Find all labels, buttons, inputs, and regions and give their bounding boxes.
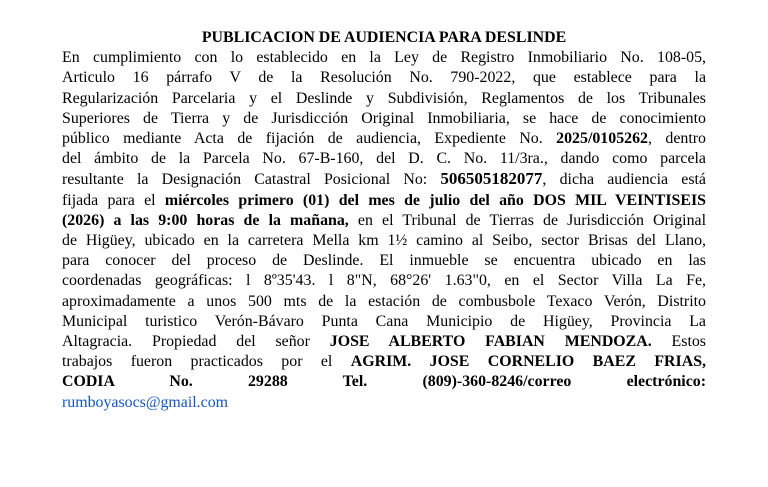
text: Altagracia. Propiedad del señor [62, 333, 310, 351]
body-line [62, 191, 706, 211]
body-line: coordenadas geográficas: l 8º35'43. l 8"N, 68°26' 1.63"0, en el Sector Villa La Fe, [62, 272, 706, 290]
body-line: del ámbito de la Parcela No. 67-B-160, del D. C. No. 11/3ra., dando como parcela [62, 150, 706, 168]
contact-line: CODIA No. 29288 Tel. (809)-360-8246/correo electrónico: [62, 373, 706, 391]
text: Estos [671, 333, 706, 351]
body-line: Articulo 16 párrafo V de la Resolución No. 790-2022, que establece para la [62, 69, 706, 87]
designacion-catastral: 506505182077 [440, 169, 543, 189]
body-line: de Higüey, ubicado en la carretera Mella km 1½ camino al Seibo, sector Brisas del Llano, [62, 232, 706, 250]
body-line [62, 352, 706, 372]
body-line: Superiores de Tierra y de Jurisdicción Original Inmobiliaria, se hace de conocimiento [62, 109, 706, 127]
text: público mediante Acta de fijación de audiencia, Expediente No. [62, 130, 543, 148]
text: , dentro [647, 130, 706, 148]
text: , dicha audiencia está [542, 171, 706, 189]
body-line [62, 332, 706, 352]
propietario-name: JOSE ALBERTO FABIAN MENDOZA. [329, 333, 652, 351]
document [62, 28, 706, 413]
document-title: PUBLICACION DE AUDIENCIA PARA DESLINDE [201, 29, 567, 46]
body-line: aproximadamente a unos 500 mts de la estación de combusbole Texaco Verón, Distrito [62, 292, 706, 310]
body-line [62, 129, 706, 149]
hora-audiencia: (2026) a las 9:00 horas de la mañana, [62, 211, 349, 229]
body-line: para conocer del proceso de Deslinde. El inmueble se encuentra ubicado en las [62, 252, 706, 270]
expediente-number: 2025/0105262 [556, 130, 648, 148]
body-line [62, 211, 706, 231]
text: trabajos fueron practicados por el [62, 353, 333, 371]
text: fijada para el [62, 191, 156, 209]
email-link[interactable]: rumboyasocs@gmail.com [62, 393, 229, 411]
body-line: Municipal turistico Verón-Bávaro Punta Cana Municipio de Higüey, Provincia La [62, 312, 706, 330]
body-line: Regularización Parcelaria y el Deslinde y Subdivisión, Reglamentos de los Tribunales [62, 89, 706, 107]
text: resultante la Designación Catastral Posicional No: [62, 171, 428, 189]
fecha-audiencia: miércoles primero (01) del mes de julio del año DOS MIL VEINTISEIS [164, 191, 706, 209]
text: en el Tribunal de Tierras de Jurisdicción Original [357, 211, 706, 229]
agrimensor-name: AGRIM. JOSE CORNELIO BAEZ FRIAS, [350, 353, 706, 371]
body-line [62, 169, 706, 190]
body-line: En cumplimiento con lo establecido en la Ley de Registro Inmobiliario No. 108-05, [62, 49, 706, 67]
